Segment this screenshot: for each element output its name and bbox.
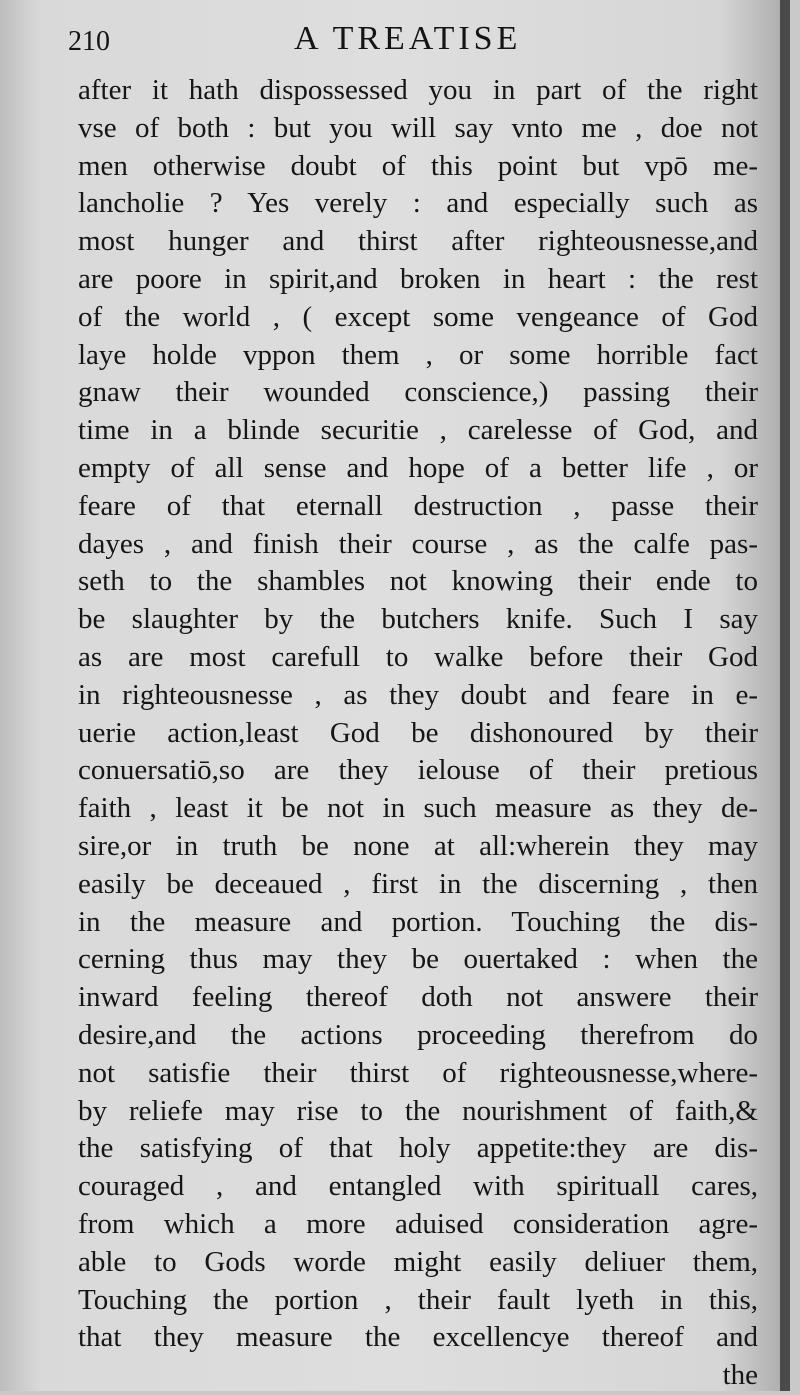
- text-line: in righteousnesse , as they doubt and feare in e-: [78, 678, 758, 711]
- text-line: as are most carefull to walke before their God: [78, 640, 758, 673]
- text-line: desire,and the actions proceeding therefrom do: [78, 1018, 758, 1051]
- text-line: the satisfying of that holy appetite:they are dis-: [78, 1132, 758, 1165]
- text-line: time in a blinde securitie , carelesse of God, and: [78, 414, 758, 447]
- text-line: gnaw their wounded conscience,) passing their: [78, 376, 758, 409]
- body-text: [78, 72, 758, 1395]
- page-header: [68, 18, 768, 70]
- text-line: after it hath dispossessed you in part of the right: [78, 74, 758, 106]
- text-line: of the world , ( except some vengeance of God: [78, 300, 758, 333]
- text-line: men otherwise doubt of this point but vpō me-: [78, 149, 758, 182]
- text-line: conuersatiō,so are they ielouse of their pretious: [78, 754, 758, 787]
- text-line: laye holde vppon them , or some horrible fact: [78, 338, 758, 371]
- text-line: from which a more aduised consideration agre-: [78, 1207, 758, 1240]
- text-line: that they measure the excellencye thereof and: [78, 1321, 758, 1354]
- text-line: inward feeling thereof doth not answere their: [78, 981, 758, 1014]
- text-line: uerie action,least God be dishonoured by their: [78, 716, 758, 749]
- page-edge: [780, 0, 790, 1391]
- text-line: feare of that eternall destruction , passe their: [78, 489, 758, 522]
- page-number: 210: [68, 26, 110, 57]
- text-line: couraged , and entangled with spirituall cares,: [78, 1170, 758, 1203]
- text-line: easily be deceaued , first in the discerning , then: [78, 867, 758, 900]
- text-line: in the measure and portion. Touching the dis-: [78, 905, 758, 938]
- running-title: A TREATISE: [294, 20, 522, 57]
- text-line: most hunger and thirst after righteousnesse,and: [78, 225, 758, 258]
- text-line: sire,or in truth be none at all:wherein they may: [78, 829, 758, 862]
- text-line: the: [722, 1359, 758, 1392]
- text-line: lancholie ? Yes verely : and especially such as: [78, 187, 758, 220]
- text-line: dayes , and finish their course , as the calfe pas-: [78, 527, 758, 560]
- text-line: able to Gods worde might easily deliuer them,: [78, 1245, 758, 1278]
- text-line: vse of both : but you will say vnto me , doe not: [78, 111, 758, 144]
- text-line: be slaughter by the butchers knife. Such I say: [78, 603, 758, 636]
- text-line: Touching the portion , their fault lyeth in this,: [78, 1283, 758, 1316]
- text-line: cerning thus may they be ouertaked : when the: [78, 943, 758, 976]
- text-line: are poore in spirit,and broken in heart : the rest: [78, 262, 758, 295]
- text-line: faith , least it be not in such measure as they de-: [78, 792, 758, 825]
- text-line: seth to the shambles not knowing their ende to: [78, 565, 758, 598]
- text-line: empty of all sense and hope of a better life , or: [78, 451, 758, 484]
- text-line: not satisfie their thirst of righteousnesse,where-: [78, 1056, 758, 1089]
- text-line: by reliefe may rise to the nourishment of faith,&: [78, 1094, 758, 1127]
